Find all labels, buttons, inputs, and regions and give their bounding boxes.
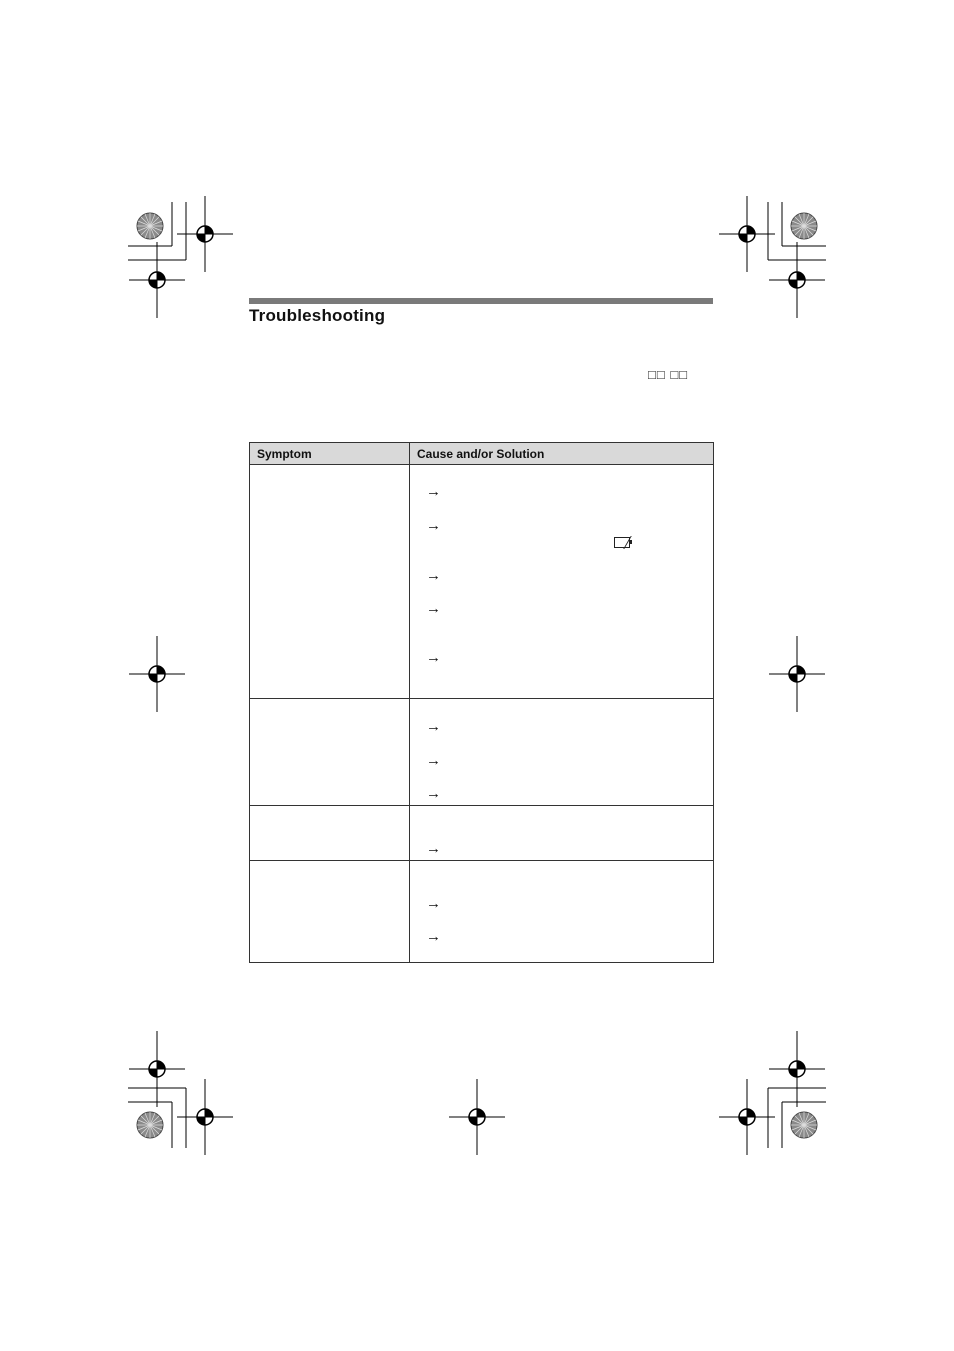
arrow-icon: → xyxy=(426,649,441,666)
arrow-icon: → xyxy=(426,928,441,945)
arrow-icon: → xyxy=(426,567,441,584)
arrow-icon: → xyxy=(426,517,441,534)
arrow-icon: → xyxy=(426,840,441,857)
arrow-icon: → xyxy=(426,752,441,769)
arrow-icon: → xyxy=(426,785,441,802)
top-left-marks xyxy=(128,196,233,318)
symptom-header: Symptom xyxy=(250,443,410,465)
bottom-center-marks xyxy=(449,1079,505,1155)
cause-solution-header: Cause and/or Solution xyxy=(410,443,714,465)
bottom-left-marks xyxy=(128,1031,233,1155)
arrow-icon: → xyxy=(426,895,441,912)
top-right-marks xyxy=(719,196,826,318)
arrow-icon: → xyxy=(426,483,441,500)
arrow-icon: → xyxy=(426,600,441,617)
bottom-right-marks xyxy=(719,1031,826,1155)
page-number-placeholder: □□ □□ xyxy=(648,367,689,382)
arrow-icon: → xyxy=(426,718,441,735)
page-title: Troubleshooting xyxy=(249,306,386,325)
middle-marks xyxy=(129,636,825,712)
